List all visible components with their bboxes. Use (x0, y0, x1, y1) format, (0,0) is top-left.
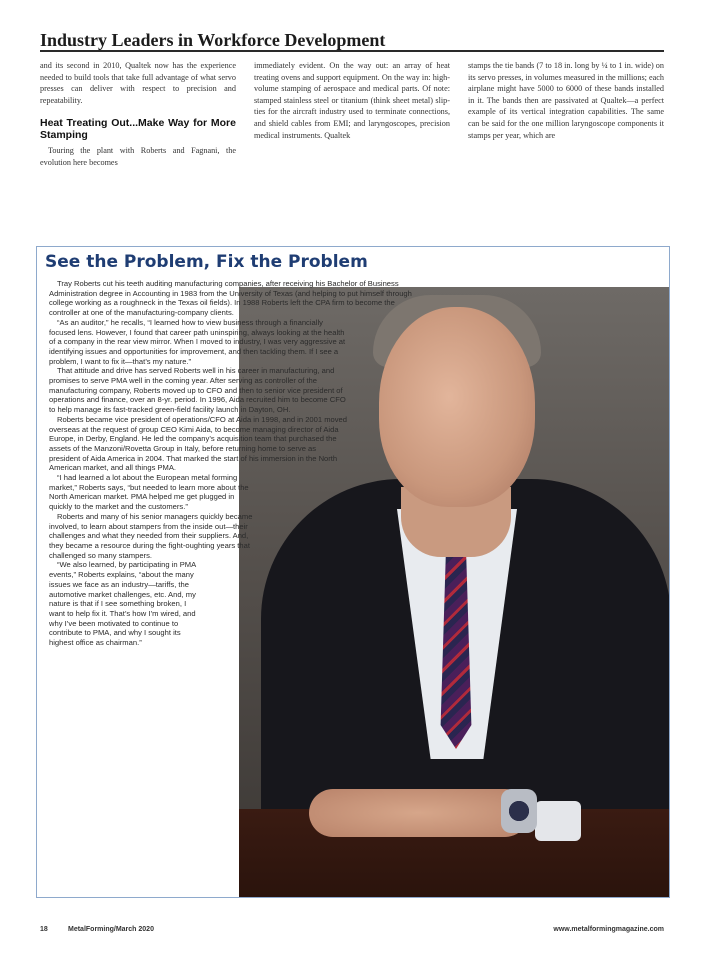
sidebar-paragraph-6: Roberts and many of his senior managers quickly became involved, to learn about stampers from the inside out—their challenges and what they needed from their suppliers. And, they became a resource during the fight-oughting years that challenged so many stampers. (49, 511, 253, 560)
sidebar-paragraph-5: “I had learned a lot about the European metal forming market,” Roberts says, “but needed to learn more about the North American market. PMA helped me get plugged in quickly to the market and the customers.” (49, 473, 249, 512)
column-2-text: immediately evident. On the way out: an array of heat treating ovens and support equipment. On the way in: high-volume stamping of aerospace and medical parts. Of note: stamped stainless steel or titanium (think sheet metal) slip-ties for the aircraft industry used to terminate connections, and shield cables from EMI; and laryngoscopes, precision medical instruments. Qualtek (254, 61, 450, 140)
article-column-2 (254, 60, 450, 238)
sidebar-paragraph-7: “We also learned, by participating in PMA events,” Roberts explains, “about the many issues we face as an industry—tariffs, the automotive market challenges, etc. And, my nature is that if I see something broken, I want to help fix it. That’s how I’m wired, and why I’ve been motivated to continue to contribute to PMA, and why I sought its highest office as chairman.” (49, 560, 196, 648)
section-title: Industry Leaders in Workforce Development (40, 30, 386, 50)
top-article-columns (40, 60, 664, 238)
sidebar-paragraph-2: “As an auditor,” he recalls, “I learned how to view business through a financially focused lens. However, I found that career path uninspiring, always looking at the health of a company in the rear view mirror. When I moved to industry, I was very aggressive at identifying issues and opportunities for improvement, and then tackling them. If I see a problem, I want to fix it—that’s my nature.” (49, 317, 346, 366)
column-1-text-2: Touring the plant with Roberts and Fagnani, the evolution here becomes (40, 146, 236, 167)
website-link[interactable]: www.metalformingmagazine.com (553, 926, 664, 933)
photo-hands (309, 789, 529, 837)
sidebar-body-text (49, 279, 421, 648)
section-header (40, 30, 664, 52)
article-column-1 (40, 60, 236, 238)
photo-watch (501, 789, 537, 833)
publication-name: MetalForming/March 2020 (68, 926, 154, 933)
sidebar-paragraph-4: Roberts became vice president of operations/CFO at Aida in 1998, and in 2001 moved overseas at the request of group CEO Kimi Aida, to become managing director of Aida Europe, in Derby, England. He led the company’s acquisition team that purchased the assets of the Manzoni/Rovetta Group in Italy, before returning home to serve as president of Aida America in 2004. That marked the start of his immersion in the North American market, and all things PMA. (49, 414, 348, 473)
article-column-3 (468, 60, 664, 238)
sidebar-title: See the Problem, Fix the Problem (45, 252, 368, 272)
page-footer (40, 926, 664, 938)
sidebar-profile-box (36, 246, 670, 898)
column-1-text: and its second in 2010, Qualtek now has the experience needed to build tools that take full advantage of what servo presses can deliver with respect to precision and repeatability. (40, 61, 236, 105)
photo-cuff (535, 801, 581, 841)
page-number: 18 (40, 926, 48, 933)
subhead-heat-treating: Heat Treating Out...Make Way for More Stamping (40, 117, 236, 142)
sidebar-paragraph-3: That attitude and drive has served Roberts well in his career in manufacturing, and promises to serve PMA well in the coming year. After serving as controller of the manufacturing company, Roberts moved up to CFO and then to senior vice president of operations and finance, over an 8-yr. period. In 1996, Aida recruited him to become CFO to help manage its fast-tracked green-field facility launch in Dayton, OH. (49, 366, 346, 415)
sidebar-paragraph-1: Tray Roberts cut his teeth auditing manufacturing companies, after receiving his Bachelor of Business Administration degree in Accounting in 1983 from the University of Texas (and helping to put himself through college working as a roughneck in the Texas oil fields). In 1988 Roberts left the CPA firm to become the controller at one of the manufacturing-company clients. (49, 279, 412, 318)
column-3-text: stamps the tie bands (7 to 18 in. long by ¼ to 1 in. wide) on its servo presses, in volumes measured in the millions; each airplane might have 5000 to 6000 of these bands installed in it. The bands then are passivated at Qualtek—a perfect example of its vertical integration capabilities. The same can be said for the one million laryngoscope components it stamps per year, which are (468, 61, 664, 140)
